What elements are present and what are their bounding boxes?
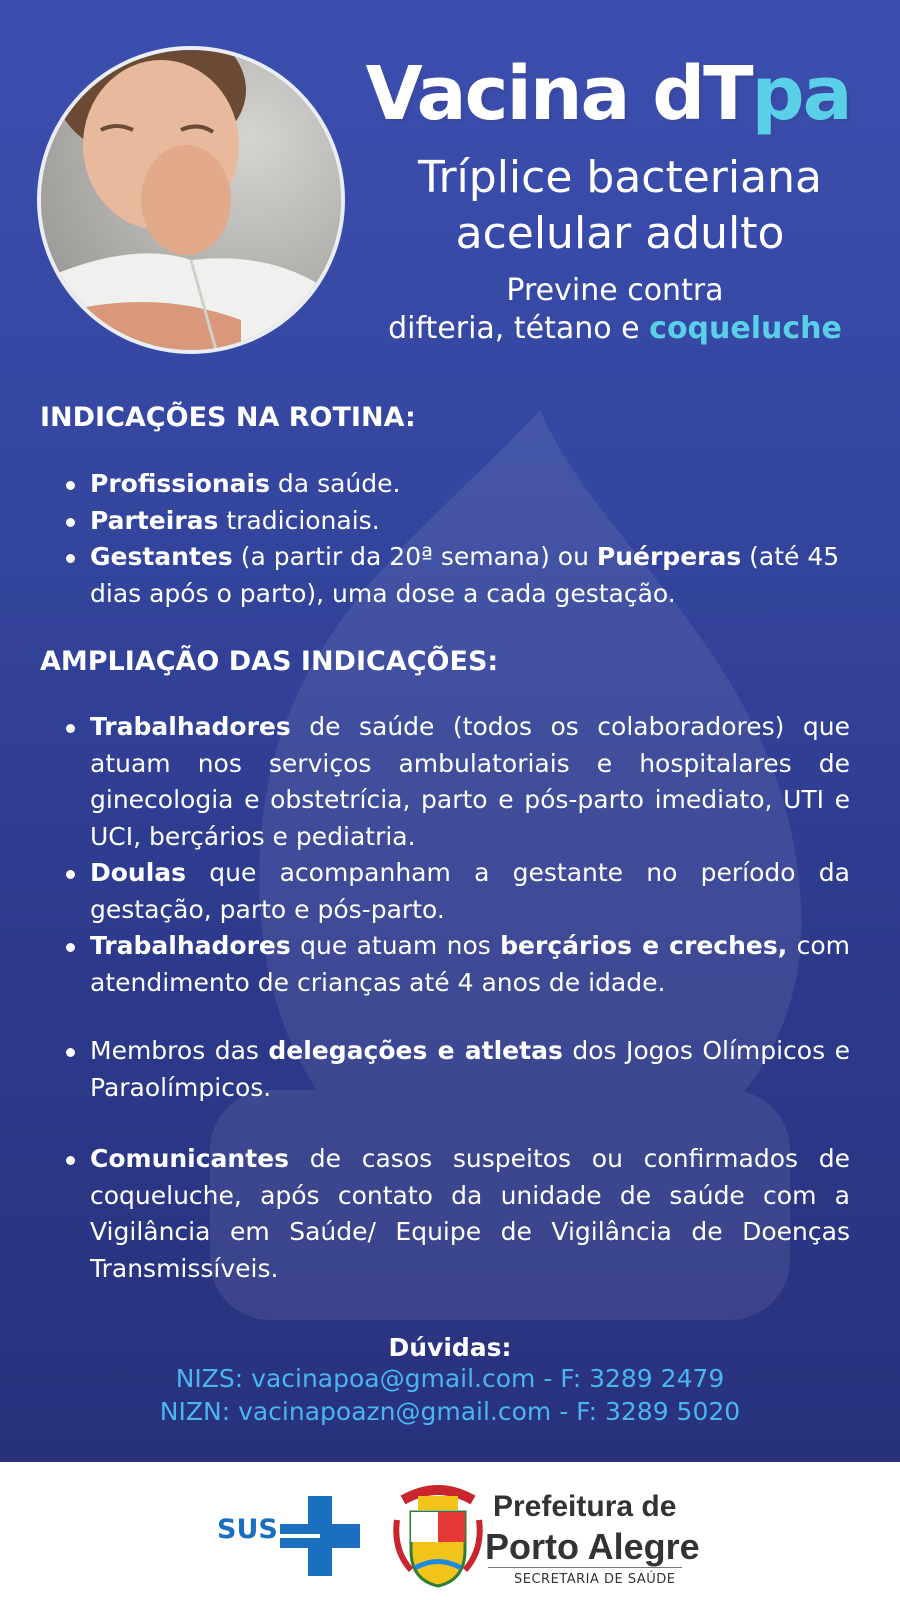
item-text: tradicionais.: [218, 505, 380, 535]
title-accent: pa: [751, 51, 851, 137]
contacts-list: [60, 1141, 850, 1287]
item-text: (a partir da 20ª semana) ou: [232, 542, 597, 571]
item-text: (até 45 dias após o parto), uma dose a cada gestação.: [90, 542, 840, 608]
item-text: que acompanham a gestante no período da gestação, parto e pós-parto.: [90, 858, 850, 924]
list-item: [60, 1141, 850, 1287]
list-item: [60, 709, 850, 855]
sus-cross-icon: [280, 1496, 360, 1576]
item-text: da saúde.: [269, 469, 401, 498]
poster-subtitle: [360, 150, 880, 262]
item-bold: Trabalhadores: [90, 931, 291, 960]
item-bold: Profissionais: [90, 469, 270, 498]
prevention-line-2: [350, 310, 880, 348]
list-item: [60, 855, 850, 928]
prefeitura-line-2: Porto Alegre: [485, 1526, 700, 1567]
item-text: com atendimento de crianças até 4 anos de idade.: [90, 931, 850, 997]
expansion-heading: AMPLIAÇÃO DAS INDICAÇÕES:: [40, 646, 499, 677]
list-item: [60, 928, 850, 1001]
item-bold: Puérperas: [596, 542, 742, 571]
item-bold: Trabalhadores: [90, 712, 291, 741]
list-item: [60, 539, 850, 612]
child-illustration: [41, 50, 341, 350]
prevention-accent: coqueluche: [649, 311, 842, 346]
prevention-text: [350, 272, 880, 348]
item-text: dos Jogos Olímpicos e Paraolímpicos.: [90, 1036, 850, 1102]
item-text: de saúde (todos os colaboradores) que atuam nos serviços ambulatoriais e hospitalares de ginecologia e obstetrícia, parto e pós-parto imediato, UTI e UCI, berçários e pediatria.: [90, 712, 850, 851]
questions-label: Dúvidas:: [388, 1333, 512, 1362]
list-item: [60, 466, 850, 503]
item-bold: Parteiras: [90, 505, 219, 535]
athletes-list: [60, 1033, 850, 1106]
title-main: Vacina dT: [365, 51, 752, 137]
list-item: [60, 503, 850, 540]
subtitle-line-2: acelular adulto: [455, 208, 785, 259]
secretaria-label: SECRETARIA DE SAÚDE: [514, 1572, 676, 1587]
footer: [0, 1462, 900, 1600]
prefeitura-line-1: Prefeitura de: [493, 1490, 677, 1523]
sus-logo-text: SUS: [217, 1514, 278, 1545]
coughing-child-photo: [37, 46, 345, 354]
item-bold: Comunicantes: [90, 1144, 290, 1173]
item-bold: Doulas: [90, 858, 187, 887]
poster-title: [338, 52, 878, 136]
prevention-line-1: Previne contra: [506, 273, 724, 308]
item-text: que atuam nos: [290, 931, 501, 960]
item-bold: Gestantes: [90, 542, 233, 571]
list-item: [60, 1033, 850, 1106]
subtitle-line-1: Tríplice bacteriana: [418, 152, 822, 203]
prevention-diseases: difteria, tétano e: [388, 311, 650, 346]
item-bold: delegações e atletas: [268, 1036, 563, 1065]
item-text: de casos suspeitos ou confirmados de coqueluche, após contato da unidade de saúde com a Vigilância em Saúde/ Equipe de Vigilância de Doenças Transmissíveis.: [90, 1144, 850, 1283]
porto-alegre-coat-of-arms-icon: [393, 1480, 483, 1590]
routine-list: [60, 466, 850, 612]
item-text: Membros das: [90, 1036, 269, 1065]
contact-nizs: NIZS: vacinapoa@gmail.com - F: 3289 2479: [175, 1364, 725, 1393]
routine-heading: INDICAÇÕES NA ROTINA:: [40, 402, 416, 433]
contact-nizn: NIZN: vacinapoazn@gmail.com - F: 3289 5020: [159, 1397, 741, 1426]
expansion-list: [60, 709, 850, 1001]
prefeitura-divider: [488, 1567, 682, 1568]
item-bold: berçários e creches,: [500, 931, 788, 960]
